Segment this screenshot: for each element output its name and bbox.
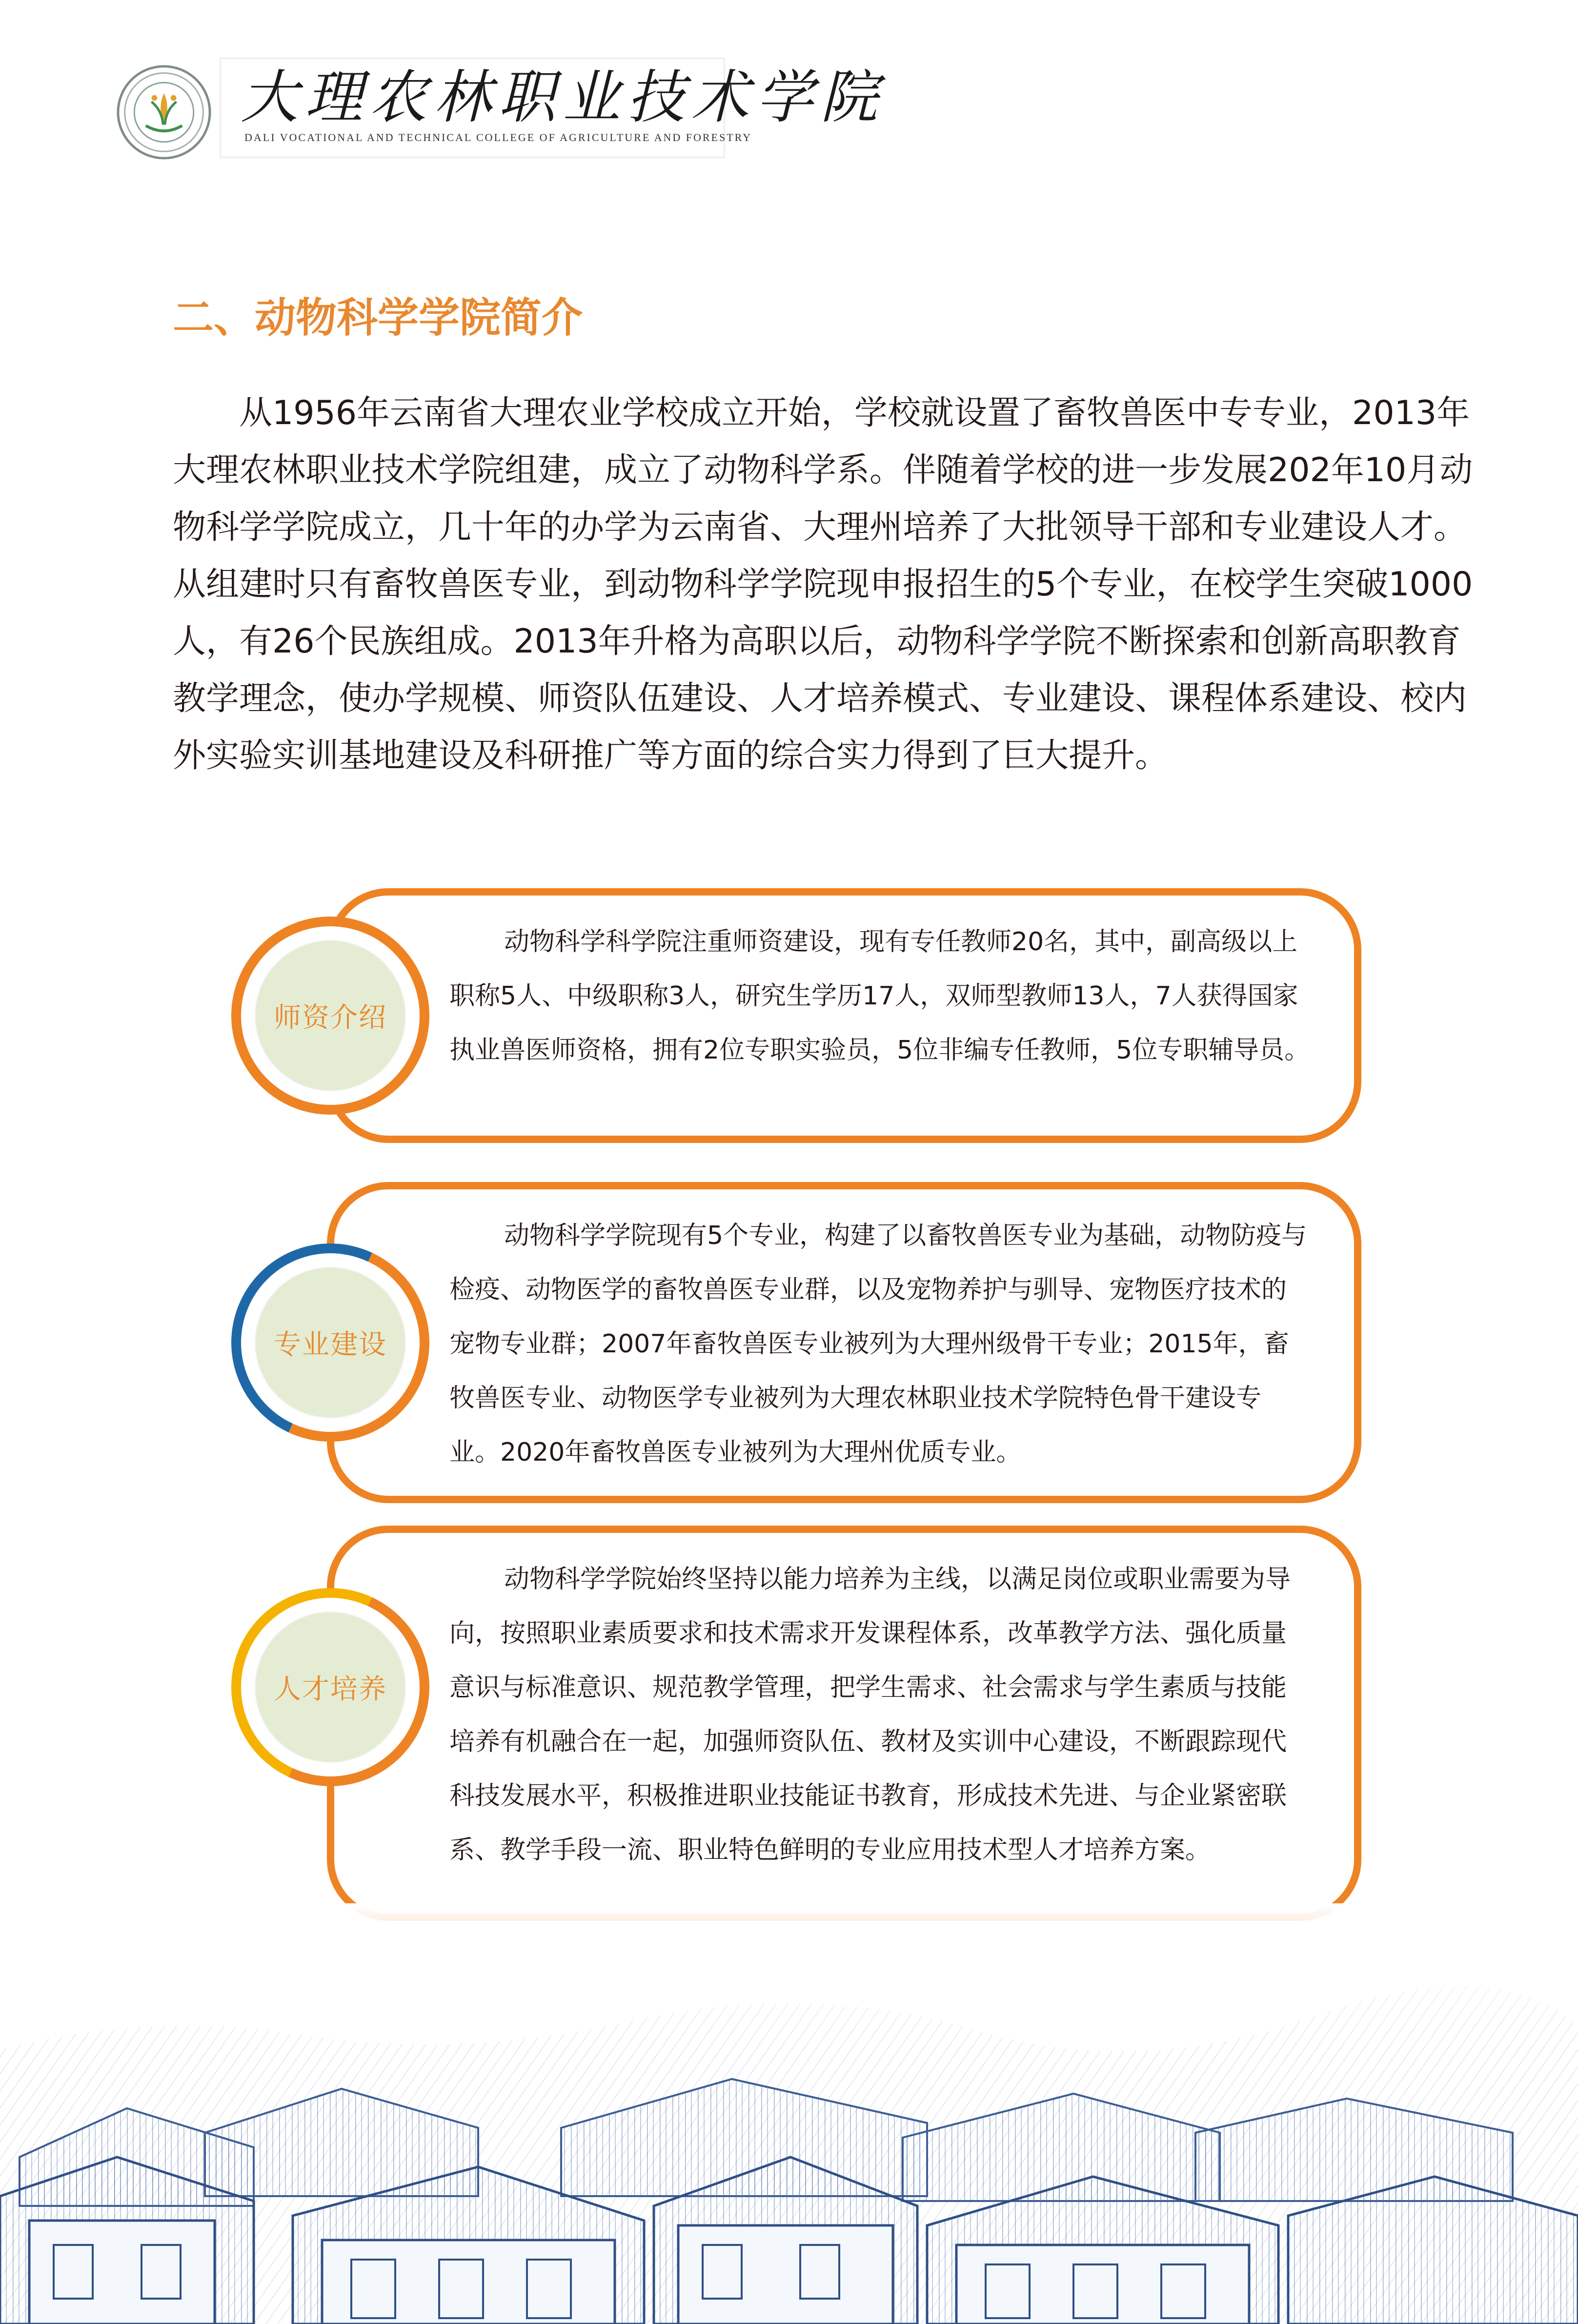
college-name-en: DALI VOCATIONAL AND TECHNICAL COLLEGE OF AGRICULTURE AND FORESTRY — [244, 131, 752, 143]
badge-training-label: 人才培养 — [274, 1673, 387, 1705]
town-sketch-illustration — [0, 1903, 1578, 2324]
card-training-text: 动物科学学院始终坚持以能力培养为主线，以满足岗位或职业需要为导向，按照职业素质要求和技术需求开发课程体系，改革教学方法、强化质量意识与标准意识、规范教学管理，把学生需求、社会需求与学生素质与技能培养有机融合在一起，加强师资队伍、教材及实训中心建设，不断跟踪现代科技发展水平，积极推进职业技能证书教育，形成技术先进、与企业紧密联系、教学手段一流、职业特色鲜明的专业应用技术型人才培养方案。 — [449, 1565, 1291, 1865]
card-majors-body — [449, 1209, 1310, 1480]
page-header — [116, 58, 885, 160]
badge-disc — [251, 1263, 410, 1422]
badge-faculty-label: 师资介绍 — [274, 1002, 387, 1034]
card-faculty — [327, 888, 1361, 1143]
card-majors — [327, 1182, 1361, 1503]
card-faculty-text: 动物科学科学院注重师资建设，现有专任教师20名，其中，副高级以上职称5人、中级职称3人，研究生学历17人，双师型教师13人，7人获得国家执业兽医师资格，拥有2位专职实验员，5位非编专任教师，5位专职辅导员。 — [449, 927, 1310, 1065]
card-training-body — [449, 1552, 1310, 1877]
card-faculty-body — [449, 915, 1310, 1078]
badge-disc — [251, 936, 410, 1095]
badge-disc — [251, 1608, 410, 1767]
badge-majors — [231, 1244, 426, 1439]
college-logo — [220, 58, 885, 158]
card-majors-text: 动物科学学院现有5个专业，构建了以畜牧兽医专业为基础，动物防疫与检疫、动物医学的畜牧兽医专业群，以及宠物养护与驯导、宠物医疗技术的宠物专业群；2007年畜牧兽医专业被列为大理州级骨干专业；2015年，畜牧兽医专业、动物医学专业被列为大理农林职业技术学院特色骨干建设专业。2020年畜牧兽医专业被列为大理州优质专业。 — [449, 1221, 1307, 1467]
badge-faculty — [231, 917, 426, 1112]
intro-paragraph — [173, 385, 1480, 784]
badge-training — [231, 1588, 426, 1783]
college-emblem-icon — [116, 64, 212, 160]
section-title: 二、动物科学学院简介 — [173, 294, 583, 342]
intro-text: 从1956年云南省大理农业学校成立开始，学校就设置了畜牧兽医中专专业，2013年大理农林职业技术学院组建，成立了动物科学系。伴随着学校的进一步发展202年10月动物科学学院成立，几十年的办学为云南省、大理州培养了大批领导干部和专业建设人才。从组建时只有畜牧兽医专业，到动物科学学院现申报招生的5个专业，在校学生突破1000人，有26个民族组成。2013年升格为高职以后，动物科学学院不断探索和创新高职教育教学理念，使办学规模、师资队伍建设、人才培养模式、专业建设、课程体系建设、校内外实验实训基地建设及科研推广等方面的综合实力得到了巨大提升。 — [173, 394, 1473, 775]
badge-majors-label: 专业建设 — [274, 1329, 387, 1361]
card-training — [327, 1526, 1361, 1921]
college-name-cn: 大理农林职业技术学院 — [241, 63, 885, 131]
